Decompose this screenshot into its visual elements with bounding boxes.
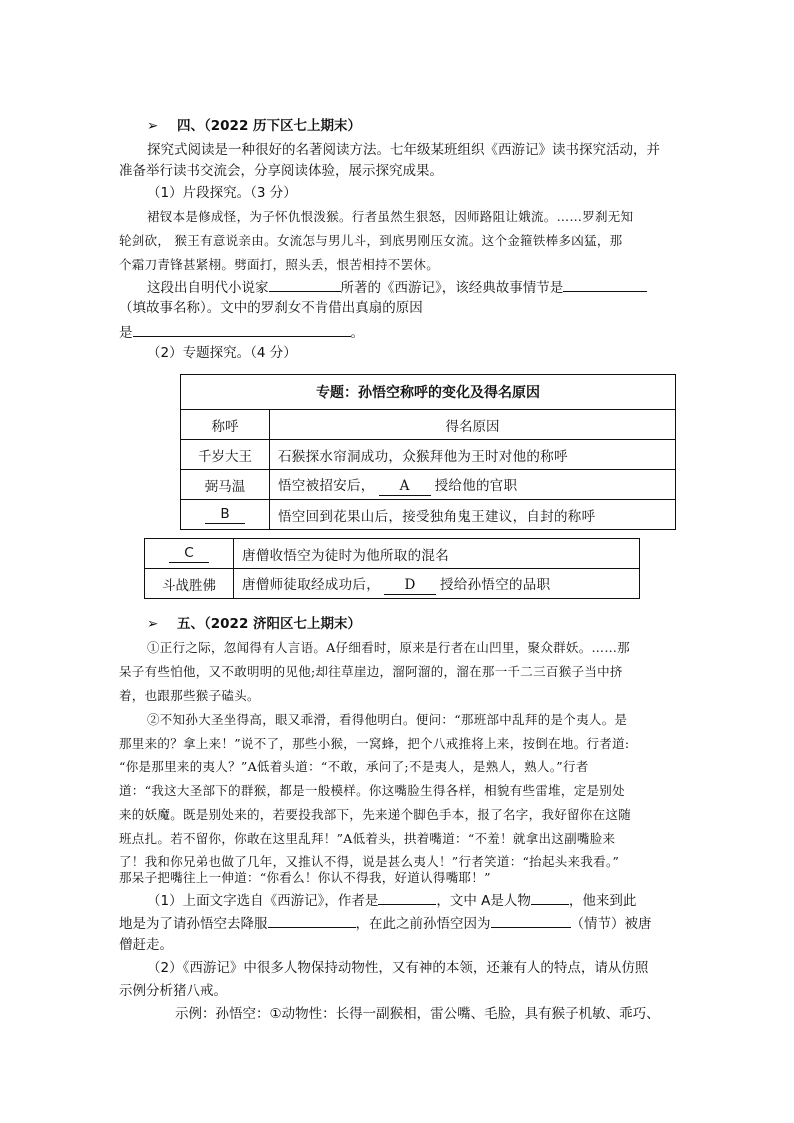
table-title: 专题：孙悟空称呼的变化及得名原因 [181, 375, 676, 410]
passage-2-line-3: “你是那里来的夷人？”A低着头道：“不敢，承问了;不是夷人，是熟人，熟人。”行者 [119, 759, 589, 774]
passage-2-line-4: 道：“我这大圣部下的群猴，都是一般模样。你这嘴脸生得各样，相貌有些雷堆，定是别处 [119, 783, 625, 798]
reason-text-b: 授给孙悟空的品职 [440, 576, 551, 593]
q5-1-line-2 [119, 912, 652, 934]
fill-text-1a: 这段出自明代小说家 [147, 280, 269, 296]
title-cell: 千岁大王 [181, 440, 270, 470]
q5-1-text-f: （情节）被唐 [570, 916, 652, 932]
passage-1-line-1: ①正行之际，忽闻得有人言语。A仔细看时，原来是行者在山凹里，聚众群妖。……那 [147, 640, 630, 655]
arrow-bullet-icon: ➢ [147, 118, 159, 134]
plot-blank[interactable] [491, 912, 571, 928]
title-cell [181, 500, 270, 530]
blank-b[interactable]: B [205, 505, 245, 524]
question-2-label: （2）专题探究。（4 分） [147, 345, 297, 361]
col-header-name: 称呼 [181, 410, 270, 440]
intro-line-1: 探究式阅读是一种很好的名著阅读方法。七年级某班组织《西游记》读书探究活动，并 [147, 142, 660, 158]
excerpt-line-3: 个霜刀青锋甚紧栩。劈面打，照头丢，恨苦相持不罢休。 [119, 257, 440, 272]
reason-text-a: 唐僧师徒取经成功后， [242, 576, 380, 593]
col-header-reason: 得名原因 [270, 410, 676, 440]
passage-2-line-6: 班点扎。若不留你，你敢在这里乱拜！”A低着头，拱着嘴道：“不羞！就拿出这副嘴脸来 [119, 831, 616, 846]
blank-c[interactable]: C [169, 544, 209, 563]
title-table-2 [144, 538, 640, 599]
table-row [145, 539, 640, 569]
q5-1-text-c: ，他来到此 [568, 893, 637, 909]
author-blank[interactable] [269, 276, 341, 292]
blank-d[interactable]: D [384, 576, 436, 595]
section-4-title: 四、（2022 历下区七上期末） [177, 118, 362, 134]
blank-a[interactable]: A [379, 477, 431, 496]
table-row [181, 500, 676, 530]
fill-line-3 [119, 321, 364, 343]
q5-1-text-b: ，文中 A是人物 [436, 893, 531, 909]
fill-text-1b: 所著的《西游记》，该经典故事情节是 [340, 280, 564, 296]
reason-cell: 唐僧收悟空为徒时为他所取的混名 [234, 539, 640, 569]
q5-1-line-3: 僧赶走。 [119, 937, 173, 953]
fill-line-1 [147, 276, 647, 298]
q5-1-text-d: 地是为了请孙悟空去降服 [119, 916, 268, 932]
excerpt-line-1: 裙钗本是修成怪，为子怀仇恨泼猴。行者虽然生狠怒，因师路阻让娥流。……罗刹无知 [147, 209, 634, 224]
reason-cell: 石猴探水帘洞成功，众猴拜他为王时对他的称呼 [270, 440, 676, 470]
title-table [180, 374, 676, 530]
table-row [145, 569, 640, 599]
reason-cell [270, 470, 676, 500]
fill-text-3a: 是 [119, 325, 133, 341]
reason-blank[interactable] [133, 321, 351, 337]
title-cell: 弼马温 [181, 470, 270, 500]
passage-2-line-7: 了！我和你兄弟也做了几年，又推认不得，说是甚么夷人！”行者笑道：“抬起头来我看。” [119, 854, 620, 869]
story-blank[interactable] [563, 276, 647, 292]
reason-cell [234, 569, 640, 599]
fill-line-2: （填故事名称）。文中的罗刹女不肯借出真扇的原因 [119, 300, 423, 316]
passage-2-line-5: 来的妖魔。既是别处来的，若要投我部下，先来递个脚色手本，报了名字，我好留你在这随 [119, 807, 632, 822]
title-cell: 斗战胜佛 [145, 569, 234, 599]
table-row [181, 470, 676, 500]
passage-1-line-2: 呆子有些怕他，又不敢明明的见他;却往草崖边，溜阿溜的，溜在那一千二三百猴子当中挤 [119, 664, 623, 679]
section-5-title: 五、（2022 济阳区七上期末） [177, 616, 362, 632]
passage-1-line-3: 着，也跟那些猴子磕头。 [119, 688, 260, 703]
q5-2-line-2: 示例分析猪八戒。 [119, 983, 227, 999]
table-row [181, 440, 676, 470]
q5-1-text-a: （1）上面文字选自《西游记》，作者是 [147, 893, 379, 909]
character-blank[interactable] [531, 889, 569, 905]
passage-2-line-2: 那里来的？拿上来！”说不了，那些小猴，一窝蜂，把个八戒推将上来，按倒在地。行者道: [119, 736, 630, 751]
passage-2-line-8: 那呆子把嘴往上一伸道：“你看么！你认不得我，好道认得嘴耶！” [119, 870, 491, 885]
excerpt-line-2: 轮剑砍， 猴王有意说亲由。女流怎与男儿斗，到底男刚压女流。这个金箍铁棒多凶猛，那 [119, 233, 623, 248]
section-5-heading [147, 614, 361, 634]
monster-blank[interactable] [268, 912, 356, 928]
arrow-bullet-icon: ➢ [147, 616, 159, 632]
example-line: 示例：孙悟空：①动物性：长得一副猴相，雷公嘴、毛脸，具有猴子机敏、乖巧、 [175, 1006, 660, 1022]
reason-text-a: 悟空被招安后， [278, 477, 375, 494]
fill-text-3b: 。 [350, 325, 364, 341]
reason-cell: 悟空回到花果山后，接受独角鬼王建议，自封的称呼 [270, 500, 676, 530]
title-cell [145, 539, 234, 569]
reason-text-b: 授给他的官职 [434, 477, 518, 494]
q5-1-text-e: ，在此之前孙悟空因为 [355, 916, 491, 932]
intro-line-2: 准备举行读书交流会，分享阅读体验，展示探究成果。 [119, 163, 443, 179]
q5-1-line-1 [147, 889, 636, 911]
question-1-label: （1）片段探究。（3 分） [147, 185, 297, 201]
q5-2-line-1: （2）《西游记》中很多人物保持动物性，又有神的本领，还兼有人的特点，请从仿照 [147, 960, 649, 976]
passage-2-line-1: ②不知孙大圣坐得高，眼又乖滑，看得他明白。便问：“那班部中乱拜的是个夷人。是 [147, 712, 628, 727]
section-4-heading [147, 116, 361, 136]
author-blank-2[interactable] [378, 889, 436, 905]
